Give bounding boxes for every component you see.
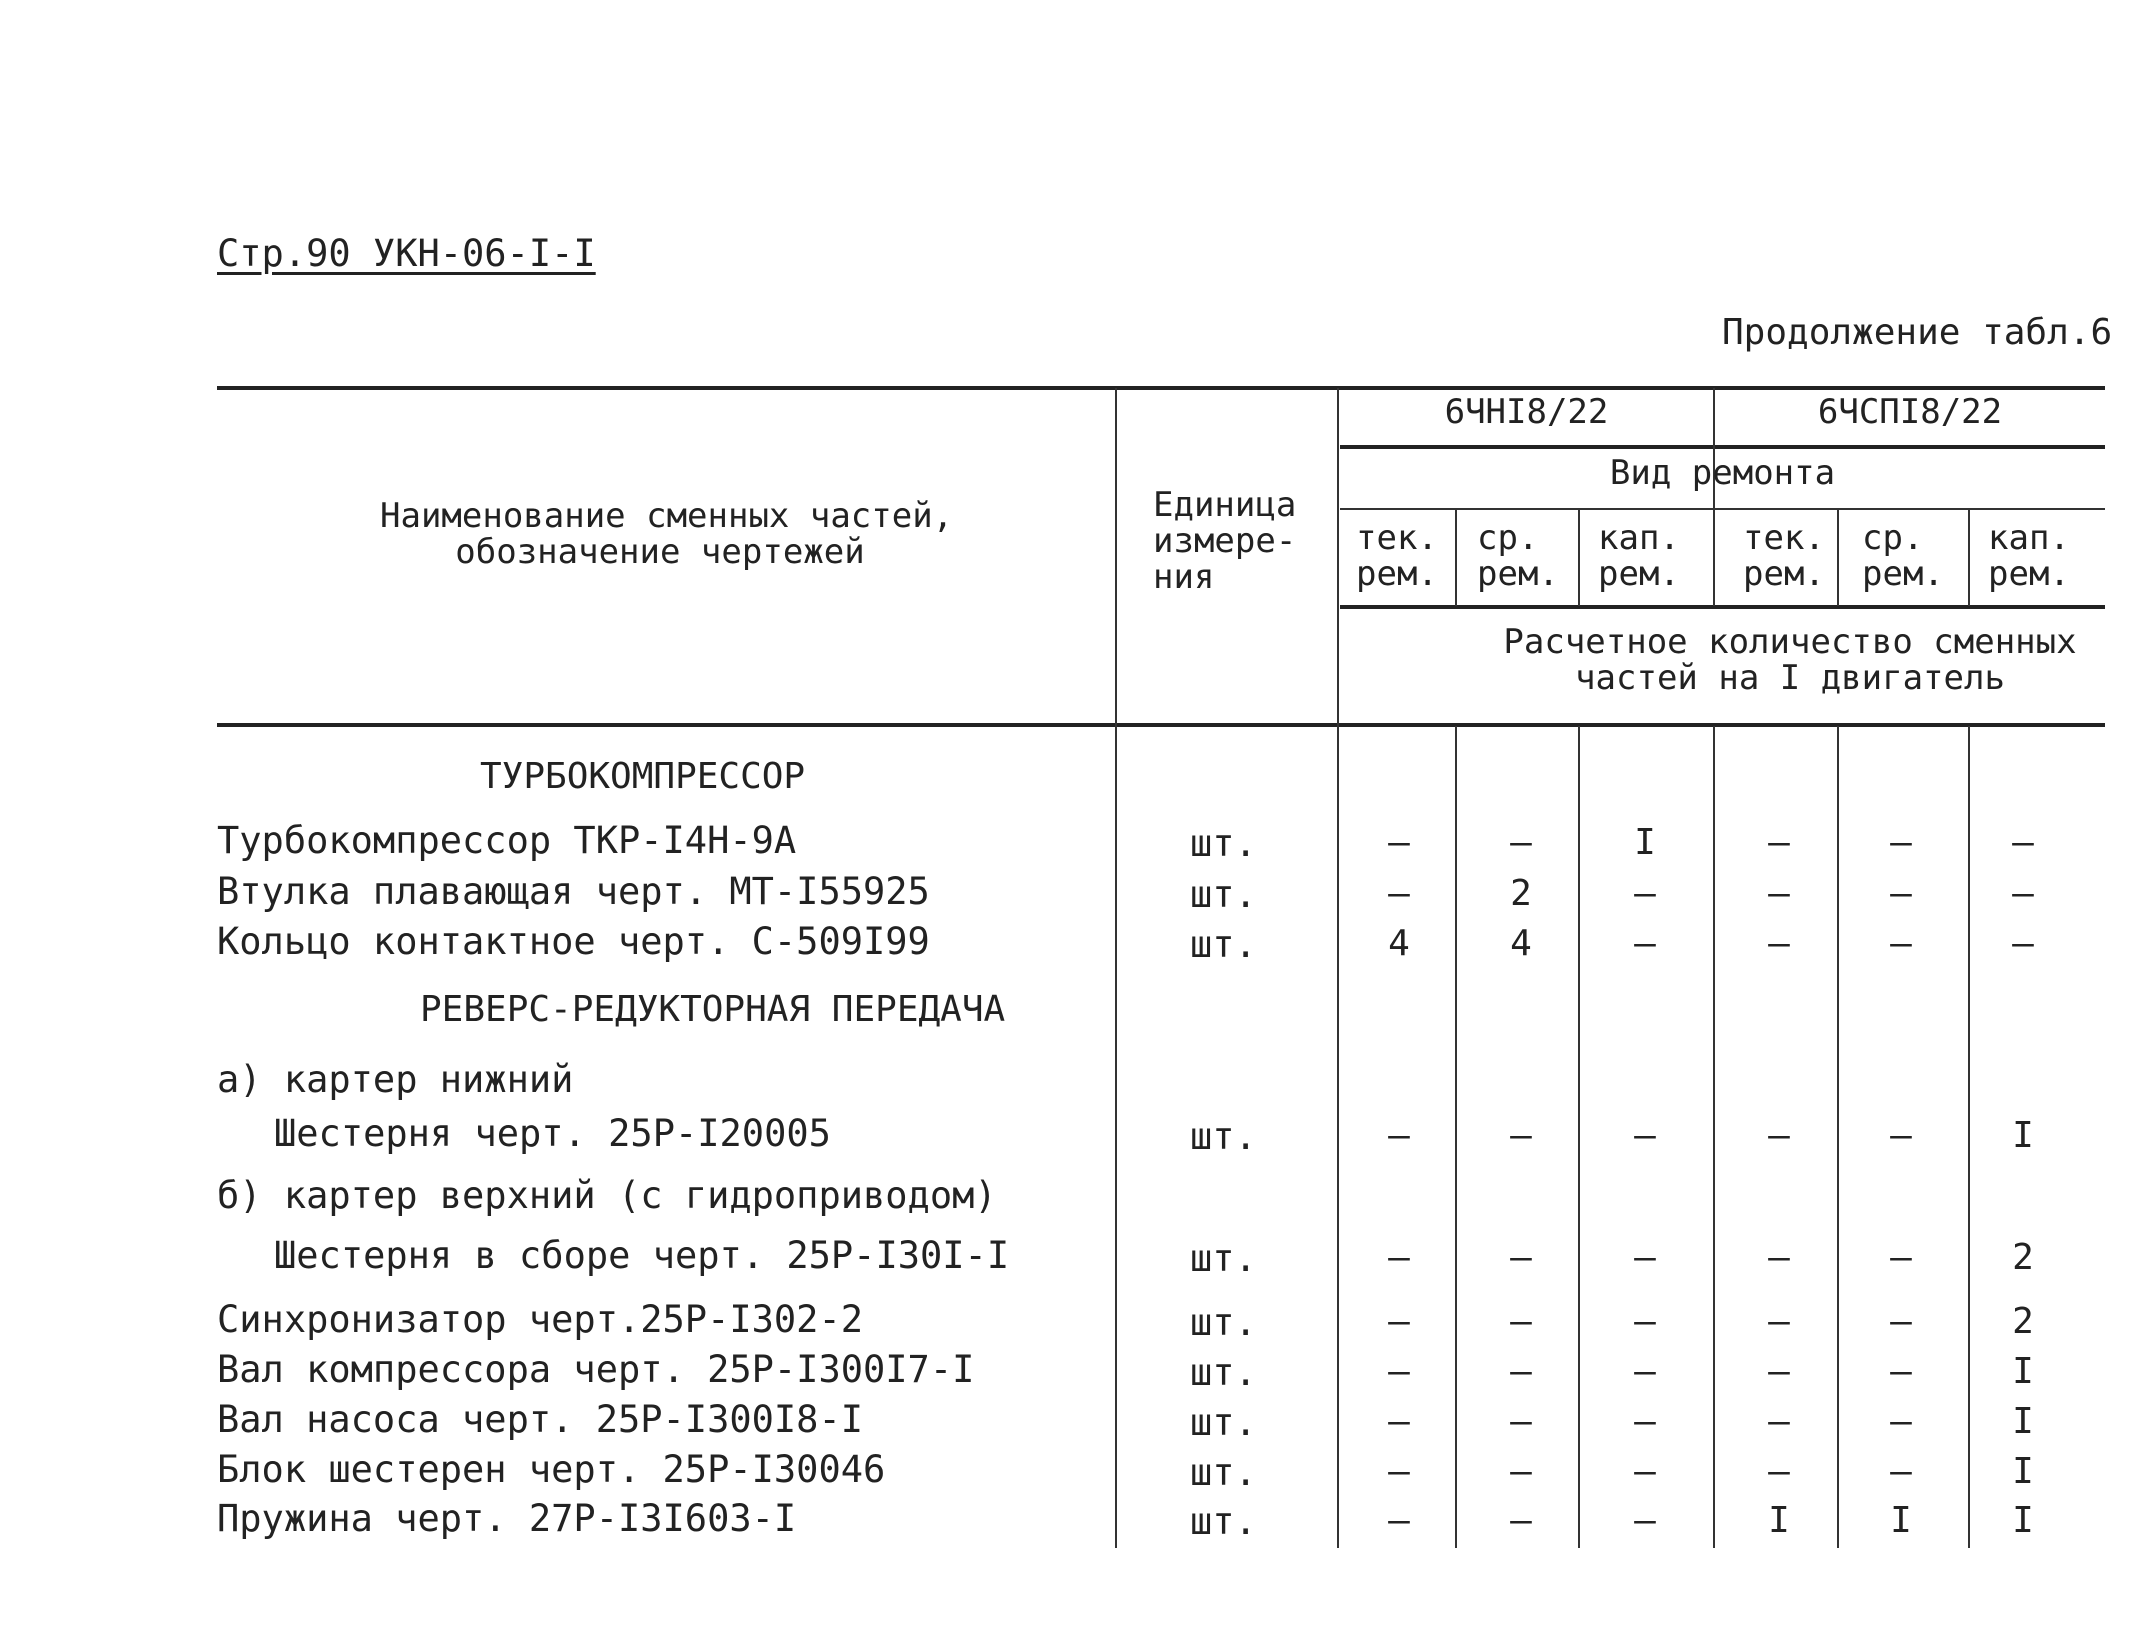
row-value: – — [1388, 1500, 1410, 1541]
row-value: – — [1634, 873, 1656, 914]
row-value: I — [2012, 1500, 2034, 1541]
subcol-header-4: тек. рем. — [1743, 518, 1825, 594]
row-value: – — [1388, 1237, 1410, 1278]
row-unit: шт. — [1190, 822, 1257, 865]
row-value: – — [1890, 822, 1912, 863]
row-value: – — [1510, 1401, 1532, 1442]
row-value: – — [1768, 822, 1790, 863]
subcol-divider-5h — [1968, 508, 1970, 606]
row-name: Блок шестерен черт. 25Р-I30046 — [217, 1448, 886, 1491]
row-value: – — [1634, 1500, 1656, 1541]
row-value: – — [1768, 923, 1790, 964]
row-value: 2 — [2012, 1237, 2034, 1278]
subcol-divider-3 — [1713, 726, 1715, 1548]
row-value: – — [1510, 1301, 1532, 1342]
row-name: Вал компрессора черт. 25Р-I300I7-I — [217, 1348, 975, 1391]
table-continuation-label: Продолжение табл.6 — [1722, 312, 2113, 353]
engine-1-label: 6ЧНI8/22 — [1444, 392, 1609, 432]
row-value: – — [1768, 1451, 1790, 1492]
subcol-divider-1h — [1455, 508, 1457, 606]
row-unit: шт. — [1190, 923, 1257, 966]
subcol-divider-3h — [1713, 508, 1715, 606]
row-value: – — [1510, 1500, 1532, 1541]
repair-type-label: Вид ремонта — [1609, 453, 1836, 493]
col-divider-values — [1337, 388, 1339, 1548]
subcol-header-1: тек. рем. — [1356, 518, 1438, 594]
row-value: – — [1634, 923, 1656, 964]
row-name: Турбокомпрессор ТКР-I4Н-9А — [217, 819, 797, 862]
row-name: Синхронизатор черт.25Р-I302-2 — [217, 1298, 864, 1341]
subcol-divider-4 — [1837, 726, 1839, 1548]
row-name: Втулка плавающая черт. МТ-I55925 — [217, 870, 930, 913]
row-name: Кольцо контактное черт. С-509I99 — [217, 920, 930, 963]
row-value: – — [1634, 1301, 1656, 1342]
row-value: – — [1890, 1115, 1912, 1156]
header-unit-line-2: измере- — [1153, 521, 1297, 561]
row-value: – — [1634, 1115, 1656, 1156]
row-value: – — [2012, 873, 2034, 914]
row-value: – — [1634, 1401, 1656, 1442]
row-name: Шестерня черт. 25Р-I20005 — [274, 1112, 831, 1155]
row-value: 2 — [2012, 1301, 2034, 1342]
page-reference: Стр.90 УКН-06-I-I — [217, 232, 596, 275]
row-value: – — [1890, 923, 1912, 964]
row-unit: шт. — [1190, 1301, 1257, 1344]
row-value: I — [2012, 1451, 2034, 1492]
row-value: – — [1388, 873, 1410, 914]
row-value: 4 — [1388, 923, 1410, 964]
subsection-title: а) картер нижний — [217, 1058, 574, 1101]
row-value: – — [1510, 1351, 1532, 1392]
row-value: – — [1510, 1237, 1532, 1278]
row-value: – — [1634, 1451, 1656, 1492]
subcol-header-2: ср. рем. — [1477, 518, 1559, 594]
section-title-turbocompressor: ТУРБОКОМПРЕССОР — [480, 756, 806, 797]
row-value: – — [1768, 1401, 1790, 1442]
row-value: – — [1388, 1351, 1410, 1392]
engine-rule — [1340, 445, 2105, 449]
row-unit: шт. — [1190, 1500, 1257, 1543]
row-unit: шт. — [1190, 1237, 1257, 1280]
row-value: – — [1768, 1301, 1790, 1342]
row-value: – — [1768, 1115, 1790, 1156]
row-value: – — [1768, 873, 1790, 914]
subcol-header-6: кап. рем. — [1988, 518, 2070, 594]
row-name: Пружина черт. 27Р-I3I603-I — [217, 1497, 797, 1540]
row-value: – — [1634, 1351, 1656, 1392]
row-value: I — [1768, 1500, 1790, 1541]
row-value: – — [1388, 1115, 1410, 1156]
row-name: Шестерня в сборе черт. 25Р-I30I-I — [274, 1234, 1010, 1277]
subcol-divider-5 — [1968, 726, 1970, 1548]
row-value: – — [1890, 873, 1912, 914]
table-top-rule — [217, 386, 2105, 390]
row-value: – — [1768, 1237, 1790, 1278]
row-value: – — [1890, 1301, 1912, 1342]
header-unit-column — [1153, 487, 1296, 595]
row-unit: шт. — [1190, 873, 1257, 916]
row-value: – — [2012, 923, 2034, 964]
header-name-line-2: обозначение чертежей — [455, 532, 865, 572]
row-value: – — [1890, 1237, 1912, 1278]
row-value: – — [1890, 1351, 1912, 1392]
row-value: – — [2012, 822, 2034, 863]
header-unit-line-1: Единица — [1153, 485, 1297, 525]
row-value: – — [1510, 1115, 1532, 1156]
subcol-header-3: кап. рем. — [1598, 518, 1680, 594]
subcol-divider-1 — [1455, 726, 1457, 1548]
row-name: Вал насоса черт. 25Р-I300I8-I — [217, 1398, 864, 1441]
row-value: – — [1768, 1351, 1790, 1392]
header-bottom-rule — [217, 723, 2105, 727]
subcol-divider-4h — [1837, 508, 1839, 606]
engine-2-label: 6ЧСПI8/22 — [1817, 392, 2003, 432]
row-value: – — [1510, 822, 1532, 863]
row-value: I — [2012, 1401, 2034, 1442]
subcol-header-5: ср. рем. — [1862, 518, 1944, 594]
row-value: 2 — [1510, 873, 1532, 914]
subcol-divider-2 — [1578, 726, 1580, 1548]
header-unit-line-3: ния — [1153, 557, 1215, 597]
header-name-column — [380, 496, 954, 572]
row-unit: шт. — [1190, 1401, 1257, 1444]
row-value: – — [1388, 1451, 1410, 1492]
row-value: – — [1388, 822, 1410, 863]
row-value: – — [1890, 1401, 1912, 1442]
row-value: – — [1634, 1237, 1656, 1278]
section-title-reverse-gear: РЕВЕРС-РЕДУКТОРНАЯ ПЕРЕДАЧА — [420, 989, 1006, 1030]
subcol-divider-2h — [1578, 508, 1580, 606]
row-value: – — [1890, 1451, 1912, 1492]
row-value: – — [1510, 1451, 1532, 1492]
row-value: – — [1388, 1301, 1410, 1342]
quantity-label: Расчетное количество сменных частей на I двигатель — [1503, 622, 2077, 698]
subsection-title: б) картер верхний (с гидроприводом) — [217, 1174, 997, 1217]
row-value: I — [1890, 1500, 1912, 1541]
row-unit: шт. — [1190, 1115, 1257, 1158]
col-divider-unit — [1115, 388, 1117, 1548]
row-value: – — [1388, 1401, 1410, 1442]
row-unit: шт. — [1190, 1351, 1257, 1394]
row-value: 4 — [1510, 923, 1532, 964]
row-value: I — [1634, 822, 1656, 863]
row-value: I — [2012, 1115, 2034, 1156]
header-name-line-1: Наименование сменных частей, — [380, 496, 954, 536]
row-unit: шт. — [1190, 1451, 1257, 1494]
row-value: I — [2012, 1351, 2034, 1392]
